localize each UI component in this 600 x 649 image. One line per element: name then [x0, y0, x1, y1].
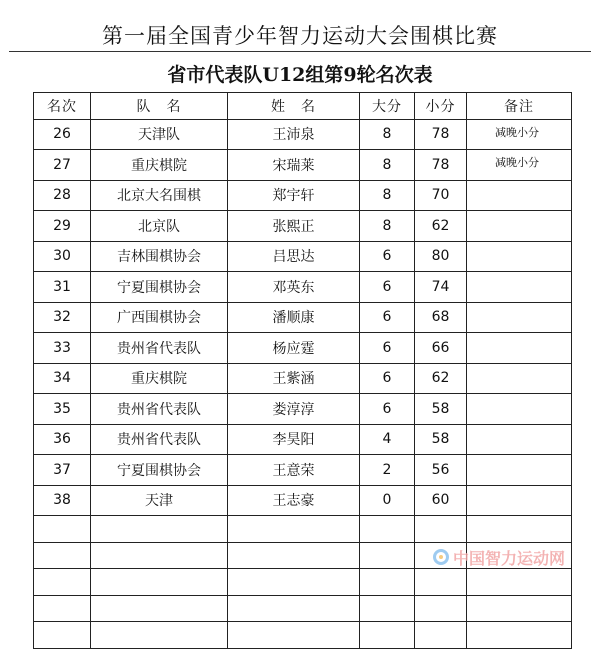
- cell-rank: 38: [34, 485, 91, 516]
- cell-remark: [467, 180, 572, 211]
- cell-player-name: 王意荣: [228, 455, 360, 486]
- cell-remark: [467, 424, 572, 455]
- watermark-text: 中国智力运动网: [453, 548, 566, 568]
- cell-player-name: 李昊阳: [228, 424, 360, 455]
- empty-row: [34, 595, 572, 622]
- table-row: [34, 302, 572, 333]
- cell-small-score: 74: [415, 272, 467, 303]
- cell-remark: [467, 363, 572, 394]
- cell-small-score: 78: [415, 119, 467, 150]
- cell-player-name: 郑宇轩: [228, 180, 360, 211]
- cell-team: 重庆棋院: [91, 363, 228, 394]
- cell-team: 广西围棋协会: [91, 302, 228, 333]
- site-watermark: [433, 546, 565, 568]
- cell-player-name: 吕思达: [228, 241, 360, 272]
- cell-remark: [467, 211, 572, 242]
- cell-small-score: 62: [415, 363, 467, 394]
- cell-rank: 31: [34, 272, 91, 303]
- cell-remark: [467, 485, 572, 516]
- cell-big-score: 6: [360, 272, 415, 303]
- table-row: [34, 394, 572, 425]
- site-logo-icon: [433, 549, 449, 565]
- table-subtitle: 省市代表队U12组第9轮名次表: [167, 64, 433, 86]
- cell-big-score: 8: [360, 119, 415, 150]
- cell-big-score: 0: [360, 485, 415, 516]
- cell-team: 宁夏围棋协会: [91, 272, 228, 303]
- column-header-small-score: 小分: [415, 93, 467, 120]
- document-title: 第一届全国青少年智力运动大会围棋比赛: [102, 24, 498, 48]
- cell-small-score: 80: [415, 241, 467, 272]
- cell-small-score: 66: [415, 333, 467, 364]
- cell-small-score: 70: [415, 180, 467, 211]
- table-row: [34, 180, 572, 211]
- column-header-big-score: 大分: [360, 93, 415, 120]
- cell-small-score: 60: [415, 485, 467, 516]
- cell-team: 重庆棋院: [91, 150, 228, 181]
- table-row: [34, 455, 572, 486]
- table-row: [34, 119, 572, 150]
- table-row: [34, 211, 572, 242]
- cell-player-name: 王志豪: [228, 485, 360, 516]
- cell-team: 贵州省代表队: [91, 333, 228, 364]
- cell-rank: 34: [34, 363, 91, 394]
- table-row: [34, 333, 572, 364]
- cell-remark: [467, 455, 572, 486]
- cell-player-name: 娄淳淳: [228, 394, 360, 425]
- cell-rank: 37: [34, 455, 91, 486]
- cell-rank: 28: [34, 180, 91, 211]
- title-underline: [9, 51, 591, 52]
- table-header-row: [34, 93, 572, 120]
- cell-remark: [467, 394, 572, 425]
- cell-rank: 33: [34, 333, 91, 364]
- cell-rank: 32: [34, 302, 91, 333]
- cell-team: 天津: [91, 485, 228, 516]
- cell-big-score: 4: [360, 424, 415, 455]
- cell-big-score: 6: [360, 241, 415, 272]
- cell-team: 吉林围棋协会: [91, 241, 228, 272]
- table-row: [34, 424, 572, 455]
- cell-team: 北京大名围棋: [91, 180, 228, 211]
- cell-team: 贵州省代表队: [91, 394, 228, 425]
- column-header-name: 姓 名: [228, 93, 360, 120]
- empty-row: [34, 622, 572, 649]
- table-row: [34, 485, 572, 516]
- cell-player-name: 王紫涵: [228, 363, 360, 394]
- cell-team: 贵州省代表队: [91, 424, 228, 455]
- cell-team: 宁夏围棋协会: [91, 455, 228, 486]
- cell-big-score: 6: [360, 333, 415, 364]
- cell-rank: 36: [34, 424, 91, 455]
- cell-remark: [467, 333, 572, 364]
- cell-big-score: 8: [360, 211, 415, 242]
- cell-remark: [467, 241, 572, 272]
- cell-rank: 35: [34, 394, 91, 425]
- cell-remark: [467, 302, 572, 333]
- cell-player-name: 邓英东: [228, 272, 360, 303]
- cell-player-name: 王沛泉: [228, 119, 360, 150]
- cell-remark: 减晚小分: [467, 150, 572, 181]
- table-row: [34, 363, 572, 394]
- cell-small-score: 78: [415, 150, 467, 181]
- cell-small-score: 58: [415, 424, 467, 455]
- table-row: [34, 241, 572, 272]
- cell-remark: [467, 272, 572, 303]
- cell-rank: 29: [34, 211, 91, 242]
- table-row: [34, 150, 572, 181]
- cell-big-score: 6: [360, 302, 415, 333]
- cell-player-name: 杨应霆: [228, 333, 360, 364]
- cell-rank: 30: [34, 241, 91, 272]
- cell-player-name: 潘顺康: [228, 302, 360, 333]
- column-header-team: 队 名: [91, 93, 228, 120]
- empty-row: [34, 516, 572, 543]
- column-header-rank: 名次: [34, 93, 91, 120]
- cell-team: 天津队: [91, 119, 228, 150]
- cell-rank: 26: [34, 119, 91, 150]
- empty-row: [34, 569, 572, 596]
- cell-remark: 减晚小分: [467, 119, 572, 150]
- column-header-remark: 备注: [467, 93, 572, 120]
- cell-rank: 27: [34, 150, 91, 181]
- cell-small-score: 56: [415, 455, 467, 486]
- table-row: [34, 272, 572, 303]
- cell-player-name: 张熙正: [228, 211, 360, 242]
- cell-team: 北京队: [91, 211, 228, 242]
- cell-small-score: 58: [415, 394, 467, 425]
- cell-big-score: 6: [360, 394, 415, 425]
- cell-small-score: 68: [415, 302, 467, 333]
- table-body: [34, 119, 572, 648]
- cell-big-score: 8: [360, 180, 415, 211]
- cell-small-score: 62: [415, 211, 467, 242]
- cell-player-name: 宋瑞莱: [228, 150, 360, 181]
- cell-big-score: 6: [360, 363, 415, 394]
- cell-big-score: 8: [360, 150, 415, 181]
- cell-big-score: 2: [360, 455, 415, 486]
